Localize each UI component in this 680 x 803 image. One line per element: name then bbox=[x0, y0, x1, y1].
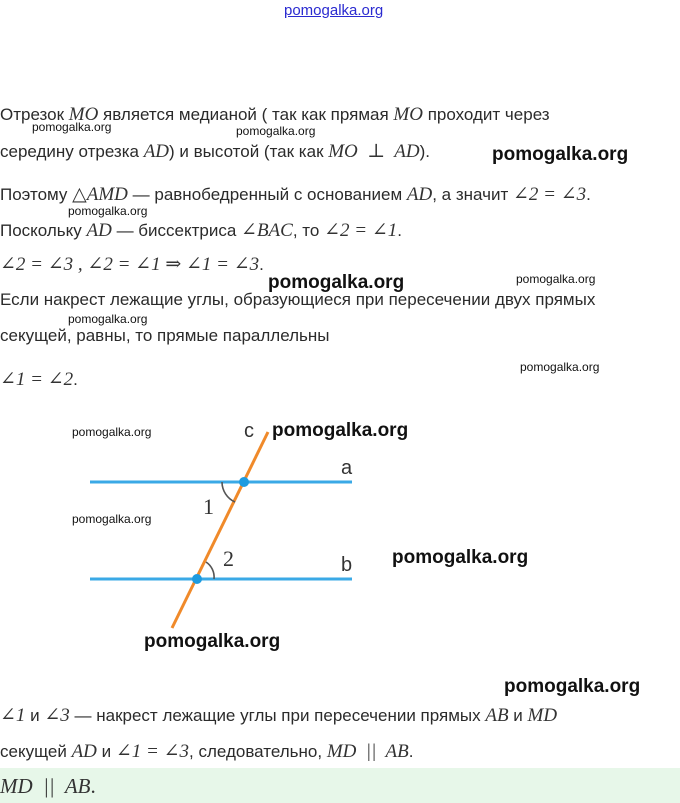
watermark: pomogalka.org bbox=[72, 425, 152, 439]
watermark: pomogalka.org bbox=[504, 676, 641, 697]
text-line-5: ∠2 = ∠3 , ∠2 = ∠1 ⇒ ∠1 = ∠3. bbox=[0, 254, 264, 275]
answer-box bbox=[0, 768, 680, 803]
text-line-8: ∠1 = ∠2. bbox=[0, 369, 78, 390]
watermark: pomogalka.org bbox=[392, 547, 529, 568]
text-line-10: секущей AD и ∠1 = ∠3, следовательно, MD || AB. bbox=[0, 741, 414, 762]
watermark: pomogalka.org bbox=[68, 204, 148, 218]
watermark: pomogalka.org bbox=[236, 124, 316, 138]
watermark: pomogalka.org bbox=[72, 512, 152, 526]
watermark: pomogalka.org bbox=[144, 631, 281, 652]
top-watermark-link[interactable]: pomogalka.org bbox=[284, 2, 384, 19]
text-line-3: Поэтому △AMD — равнобедренный с основанием AD, а значит ∠2 = ∠3. bbox=[0, 184, 591, 205]
label-a: a bbox=[341, 457, 353, 479]
text-line-7: секущей, равны, то прямые параллельны bbox=[0, 326, 330, 345]
text-line-2: середину отрезка AD) и высотой (так как MO ⊥ AD). bbox=[0, 141, 431, 162]
angle-2-label: 2 bbox=[223, 546, 234, 571]
intersection-point-a bbox=[239, 477, 249, 487]
watermark: pomogalka.org bbox=[268, 272, 405, 293]
watermark: pomogalka.org bbox=[516, 272, 596, 286]
parallel-lines-figure bbox=[0, 410, 680, 660]
label-c: c bbox=[244, 420, 254, 442]
watermark: pomogalka.org bbox=[32, 120, 112, 134]
text-line-6: Если накрест лежащие углы, образующиеся при пересечении двух прямых bbox=[0, 290, 596, 309]
angle-1-label: 1 bbox=[203, 494, 214, 519]
answer-text: MD || AB. bbox=[0, 774, 96, 798]
angle-2-arc bbox=[206, 562, 214, 579]
text-line-4: Поскольку AD — биссектриса ∠BAC, то ∠2 = ∠1. bbox=[0, 220, 402, 241]
watermark: pomogalka.org bbox=[272, 420, 409, 441]
label-b: b bbox=[341, 554, 353, 576]
watermark: pomogalka.org bbox=[520, 360, 600, 374]
text-line-9: ∠1 и ∠3 — накрест лежащие углы при пересечении прямых AB и MD bbox=[0, 705, 558, 726]
intersection-point-b bbox=[192, 574, 202, 584]
angle-1-arc bbox=[222, 482, 235, 502]
text-line-1: Отрезок MO является медианой ( так как прямая MO проходит через bbox=[0, 104, 550, 125]
watermark: pomogalka.org bbox=[68, 312, 148, 326]
watermark: pomogalka.org bbox=[492, 144, 629, 165]
transversal-c bbox=[172, 432, 268, 628]
